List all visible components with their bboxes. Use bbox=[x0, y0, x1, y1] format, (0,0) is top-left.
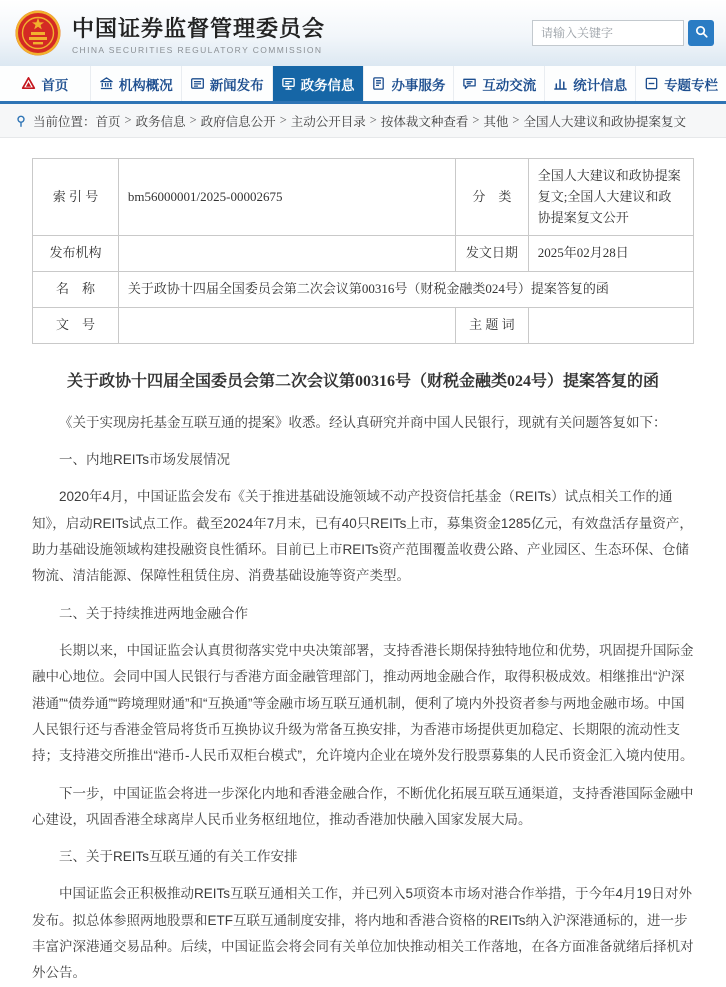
table-row bbox=[33, 307, 694, 343]
nav-item-home[interactable] bbox=[0, 66, 91, 101]
nav-item-government-info[interactable] bbox=[273, 66, 364, 101]
nav-label: 机构概况 bbox=[118, 77, 173, 93]
nav-item-about[interactable] bbox=[91, 66, 182, 101]
breadcrumb-link-disclosure[interactable]: 政府信息公开 bbox=[200, 114, 276, 129]
issuing-agency-value bbox=[118, 236, 455, 272]
nav-item-special-topics[interactable] bbox=[636, 66, 726, 101]
nav-label: 首页 bbox=[41, 77, 69, 93]
monitor-icon bbox=[281, 76, 296, 91]
document-name-label: 名 称 bbox=[33, 272, 119, 308]
document-meta-table bbox=[32, 158, 694, 344]
category-value: 全国人大建议和政协提案复文;全国人大建议和政协提案复文公开 bbox=[528, 159, 693, 236]
article-paragraph: 中国证监会正积极推动REITs互联互通相关工作，并已列入5项资本市场对港合作举措，于今年4月19日对外发布。拟总体参照两地股票和ETF互联互通制度安排，将内地和香港合资格的REITs纳入沪深港通标的，进一步丰富沪深港通交易品种。后续，中国证监会将会同有关单位加快推动相关工作落地，在各方面准备就绪后择机对外公告。 bbox=[32, 886, 694, 981]
keywords-label: 主 题 词 bbox=[456, 307, 529, 343]
breadcrumb-separator: > bbox=[189, 113, 197, 127]
article-section-heading: 一、内地REITs市场发展情况 bbox=[59, 452, 231, 468]
content-area bbox=[0, 138, 726, 987]
bank-icon bbox=[99, 76, 114, 91]
breadcrumb-separator: > bbox=[472, 113, 480, 127]
newspaper-icon bbox=[190, 76, 205, 91]
nav-item-services[interactable] bbox=[364, 66, 455, 101]
breadcrumb-link-proposal-replies[interactable]: 全国人大建议和政协提案复文 bbox=[523, 114, 686, 129]
table-row bbox=[33, 272, 694, 308]
article-paragraph: 长期以来，中国证监会认真贯彻落实党中央决策部署，支持香港长期保持独特地位和优势，巩固提升国际金融中心地位。会同中国人民银行与香港方面金融管理部门，推动两地金融合作，取得积极成效。相继推出“沪深港通”“债券通”“跨境理财通”和“互换通”等金融市场互联互通机制，便利了境内外投资者参与两地金融市场。中国人民银行还与香港金管局将货币互换协议升级为常备互换安排，为香港市场提供更加稳定、长期限的流动性支持；支持港交所推出“港币-人民币双柜台模式”，允许境内企业在境外发行股票募集的人民币资金汇入境内使用。 bbox=[32, 642, 694, 764]
nav-label: 专题专栏 bbox=[664, 77, 719, 93]
speech-bubble-icon bbox=[462, 76, 477, 91]
main-nav bbox=[0, 66, 726, 104]
breadcrumb-separator: > bbox=[279, 113, 287, 127]
topic-panel-icon bbox=[644, 76, 659, 91]
document-name-value: 关于政协十四届全国委员会第二次会议第00316号（财税金融类024号）提案答复的函 bbox=[118, 272, 693, 308]
article-section-heading: 三、关于REITs互联互通的有关工作安排 bbox=[59, 849, 298, 865]
site-header bbox=[0, 0, 726, 66]
issue-date-label: 发文日期 bbox=[456, 236, 529, 272]
national-emblem-logo bbox=[14, 9, 62, 57]
nav-label: 办事服务 bbox=[391, 77, 446, 93]
breadcrumb-link-government-info[interactable]: 政务信息 bbox=[135, 114, 186, 129]
issue-date-value: 2025年02月28日 bbox=[528, 236, 693, 272]
document-icon bbox=[371, 76, 386, 91]
breadcrumb-link-by-doctype[interactable]: 按体裁文种查看 bbox=[380, 114, 469, 129]
breadcrumb-link-other[interactable]: 其他 bbox=[483, 114, 509, 129]
index-number-label: 索 引 号 bbox=[33, 159, 119, 236]
issuing-agency-label: 发布机构 bbox=[33, 236, 119, 272]
nav-label: 互动交流 bbox=[482, 77, 537, 93]
article-section-heading: 二、关于持续推进两地金融合作 bbox=[59, 605, 248, 621]
category-label: 分 类 bbox=[456, 159, 529, 236]
page-title: 关于政协十四届全国委员会第二次会议第00316号（财税金融类024号）提案答复的函 bbox=[66, 372, 659, 390]
nav-label: 新闻发布 bbox=[209, 77, 264, 93]
bar-chart-icon bbox=[553, 76, 568, 91]
breadcrumb-link-catalog[interactable]: 主动公开目录 bbox=[290, 114, 366, 129]
site-title: 中国证券监督管理委员会 bbox=[72, 15, 326, 41]
nav-label: 统计信息 bbox=[573, 77, 628, 93]
index-number-value: bm56000001/2025-00002675 bbox=[118, 159, 455, 236]
nav-label: 政务信息 bbox=[300, 77, 355, 93]
table-row bbox=[33, 236, 694, 272]
breadcrumb-separator: > bbox=[124, 113, 132, 127]
breadcrumb-separator: > bbox=[369, 113, 377, 127]
nav-item-statistics[interactable] bbox=[545, 66, 636, 101]
article-paragraph: 2020年4月，中国证监会发布《关于推进基础设施领域不动产投资信托基金（REITs）试点相关工作的通知》，启动REITs试点工作。截至2024年7月末，已有40只REITs上市，募集资金1285亿元，有效盘活存量资产，助力基础设施领域构建投融资良性循环。目前已上市REITs资产范围覆盖收费公路、产业园区、生态环保、仓储物流、清洁能源、保障性租赁住房、消费基础设施等资产类型。 bbox=[32, 489, 693, 584]
search-input[interactable] bbox=[532, 20, 684, 46]
search-icon bbox=[694, 24, 709, 42]
site-subtitle: CHINA SECURITIES REGULATORY COMMISSION bbox=[72, 44, 323, 55]
breadcrumb bbox=[0, 104, 726, 138]
table-row bbox=[33, 159, 694, 236]
search-area bbox=[532, 20, 714, 46]
location-pin-icon bbox=[14, 114, 28, 128]
csrc-logo-icon bbox=[21, 76, 36, 91]
article-body bbox=[32, 410, 694, 987]
article-paragraph: 《关于实现房托基金互联互通的提案》收悉。经认真研究并商中国人民银行，现就有关问题答复如下： bbox=[59, 414, 667, 430]
nav-item-news[interactable] bbox=[182, 66, 273, 101]
breadcrumb-prefix: 当前位置： bbox=[33, 114, 96, 129]
search-button[interactable] bbox=[688, 20, 714, 46]
breadcrumb-link-home[interactable]: 首页 bbox=[95, 114, 121, 129]
keywords-value bbox=[528, 307, 693, 343]
article-paragraph: 下一步，中国证监会将进一步深化内地和香港金融合作，不断优化拓展互联互通渠道，支持香港国际金融中心建设，巩固香港全球离岸人民币业务枢纽地位，推动香港加快融入国家发展大局。 bbox=[32, 785, 694, 827]
brand bbox=[72, 12, 532, 55]
document-number-label: 文 号 bbox=[33, 307, 119, 343]
nav-item-interaction[interactable] bbox=[454, 66, 545, 101]
document-number-value bbox=[118, 307, 455, 343]
breadcrumb-separator: > bbox=[512, 113, 520, 127]
